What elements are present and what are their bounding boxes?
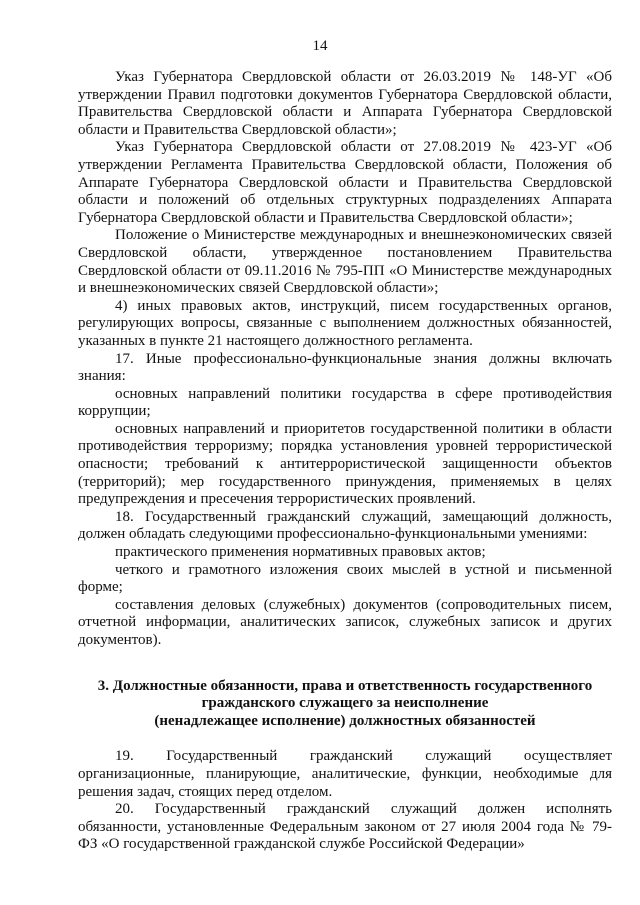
paragraph-decree-423: Указ Губернатора Свердловской области от 27.08.2019 № 423-УГ «Об утверждении Регламента Правительства Свердловской области, Положения об Аппарате Губернатора Свердловской области и Правительства Свердловской области и положений об отдельных структурных подразделениях Аппарата Губернатора Свердловской области и Правительства Свердловской области»; bbox=[78, 139, 612, 226]
paragraph-decree-148: Указ Губернатора Свердловской области от 26.03.2019 № 148-УГ «Об утверждении Правил подготовки документов Губернатора Свердловской области, Правительства Свердловской области и Аппарата Губернатора Свердловской области и Правительства Свердловской области»; bbox=[78, 69, 612, 138]
paragraph-19: 19. Государственный гражданский служащий осуществляет организационные, планирующие, аналитические, функции, необходимые для решения задач, стоящих перед отделом. bbox=[78, 748, 612, 800]
paragraph-20: 20. Государственный гражданский служащий должен исполнять обязанности, установленные Федеральным законом от 27 июля 2004 года № 79- ФЗ «О государственной гражданской службе Российской Федерации» bbox=[78, 801, 612, 853]
section-3-heading bbox=[78, 678, 612, 731]
section-heading-line-2: гражданского служащего за неисполнение bbox=[201, 695, 489, 712]
section-heading-line-3: (ненадлежащее исполнение) должностных обязанностей bbox=[154, 712, 536, 729]
paragraph-anticorruption: основных направлений политики государства в сфере противодействия коррупции; bbox=[78, 385, 612, 420]
section-heading-line-1: 3. Должностные обязанности, права и ответственность государственного bbox=[97, 677, 593, 694]
page-number: 14 bbox=[312, 38, 328, 54]
paragraph-17: 17. Иные профессионально-функциональные знания должны включать знания: bbox=[78, 350, 612, 385]
document-body bbox=[78, 69, 612, 854]
paragraph-skill-expression: четкого и грамотного изложения своих мыслей в устной и письменной форме; bbox=[78, 561, 612, 596]
paragraph-skill-legal-acts: практического применения нормативных правовых актов; bbox=[115, 544, 486, 561]
paragraph-other-acts: 4) иных правовых актов, инструкций, писем государственных органов, регулирующих вопросы, связанные с выполнением должностных обязанностей, указанных в пункте 21 настоящего должностного регламента. bbox=[78, 297, 612, 349]
paragraph-skill-documents: составления деловых (служебных) документов (сопроводительных писем, отчетной информации, аналитических записок, служебных записок и других документов). bbox=[78, 596, 612, 648]
paragraph-antiterrorism: основных направлений и приоритетов государственной политики в области противодействия терроризму; порядка установления уровней террористической опасности; требований к антитеррористической защищенности объектов (территорий); мер государственного принуждения, применяемых в целях предупреждения и пресечения террористических проявлений. bbox=[78, 420, 612, 508]
paragraph-18: 18. Государственный гражданский служащий, замещающий должность, должен обладать следующими профессионально-функциональными умениями: bbox=[78, 508, 612, 543]
paragraph-ministry-regulation: Положение о Министерстве международных и внешнеэкономических связей Свердловской области, утвержденное постановлением Правительства Свердловской области от 09.11.2016 № 795-ПП «О Министерстве международных и внешнеэкономических связей Свердловской области»; bbox=[78, 227, 612, 297]
